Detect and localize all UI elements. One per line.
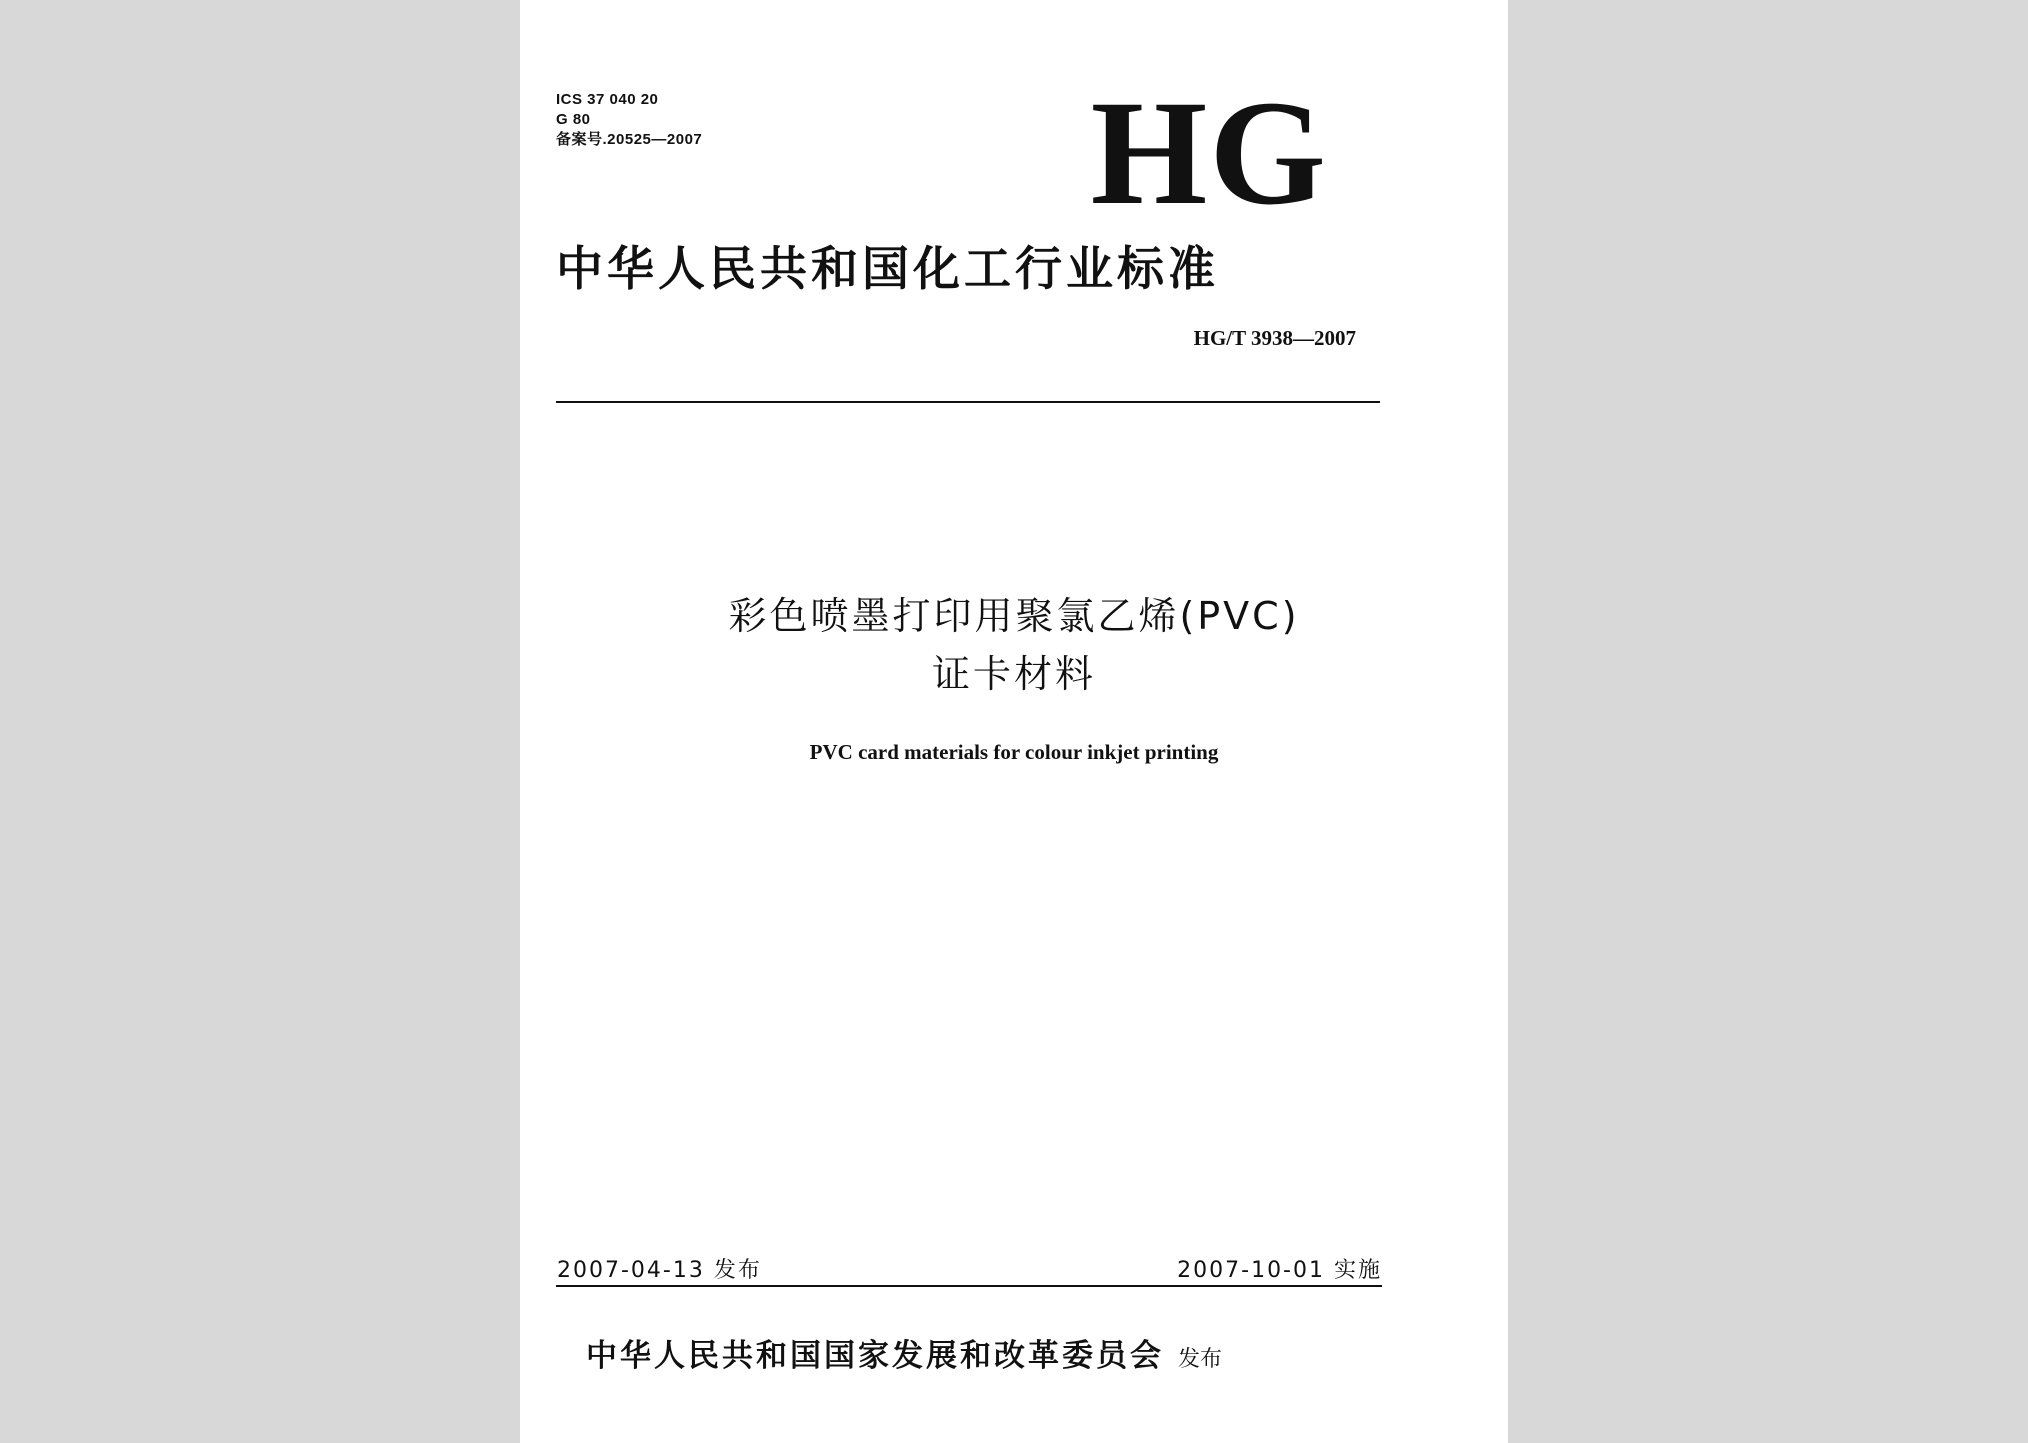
publisher-name: 中华人民共和国国家发展和改革委员会 [586,1338,1164,1374]
title-cn-line-2: 证卡材料 [931,652,1096,696]
document-page [520,0,1508,1443]
ccs-code: G 80 [556,111,591,128]
header-divider [556,401,1380,403]
ics-code: ICS 37 040 20 [556,91,659,108]
implementation-date: 2007-10-01 实施 [1177,1258,1382,1283]
record-number: 备案号.20525—2007 [556,131,703,148]
hg-logo: HG [1090,70,1328,236]
document-title-cn [520,587,1508,703]
issue-date: 2007-04-13 发布 [557,1258,762,1283]
classification-block [556,90,702,150]
publisher-suffix: 发布 [1178,1347,1223,1372]
title-cn-line-1: 彩色喷墨打印用聚氯乙烯(PVC) [728,594,1300,638]
footer-divider [556,1285,1382,1287]
standard-number: HG/T 3938—2007 [1193,326,1356,350]
standard-org-title: 中华人民共和国化工行业标准 [556,242,1219,297]
document-title-en: PVC card materials for colour inkjet printing [809,740,1219,764]
publisher-line [586,1330,1222,1375]
